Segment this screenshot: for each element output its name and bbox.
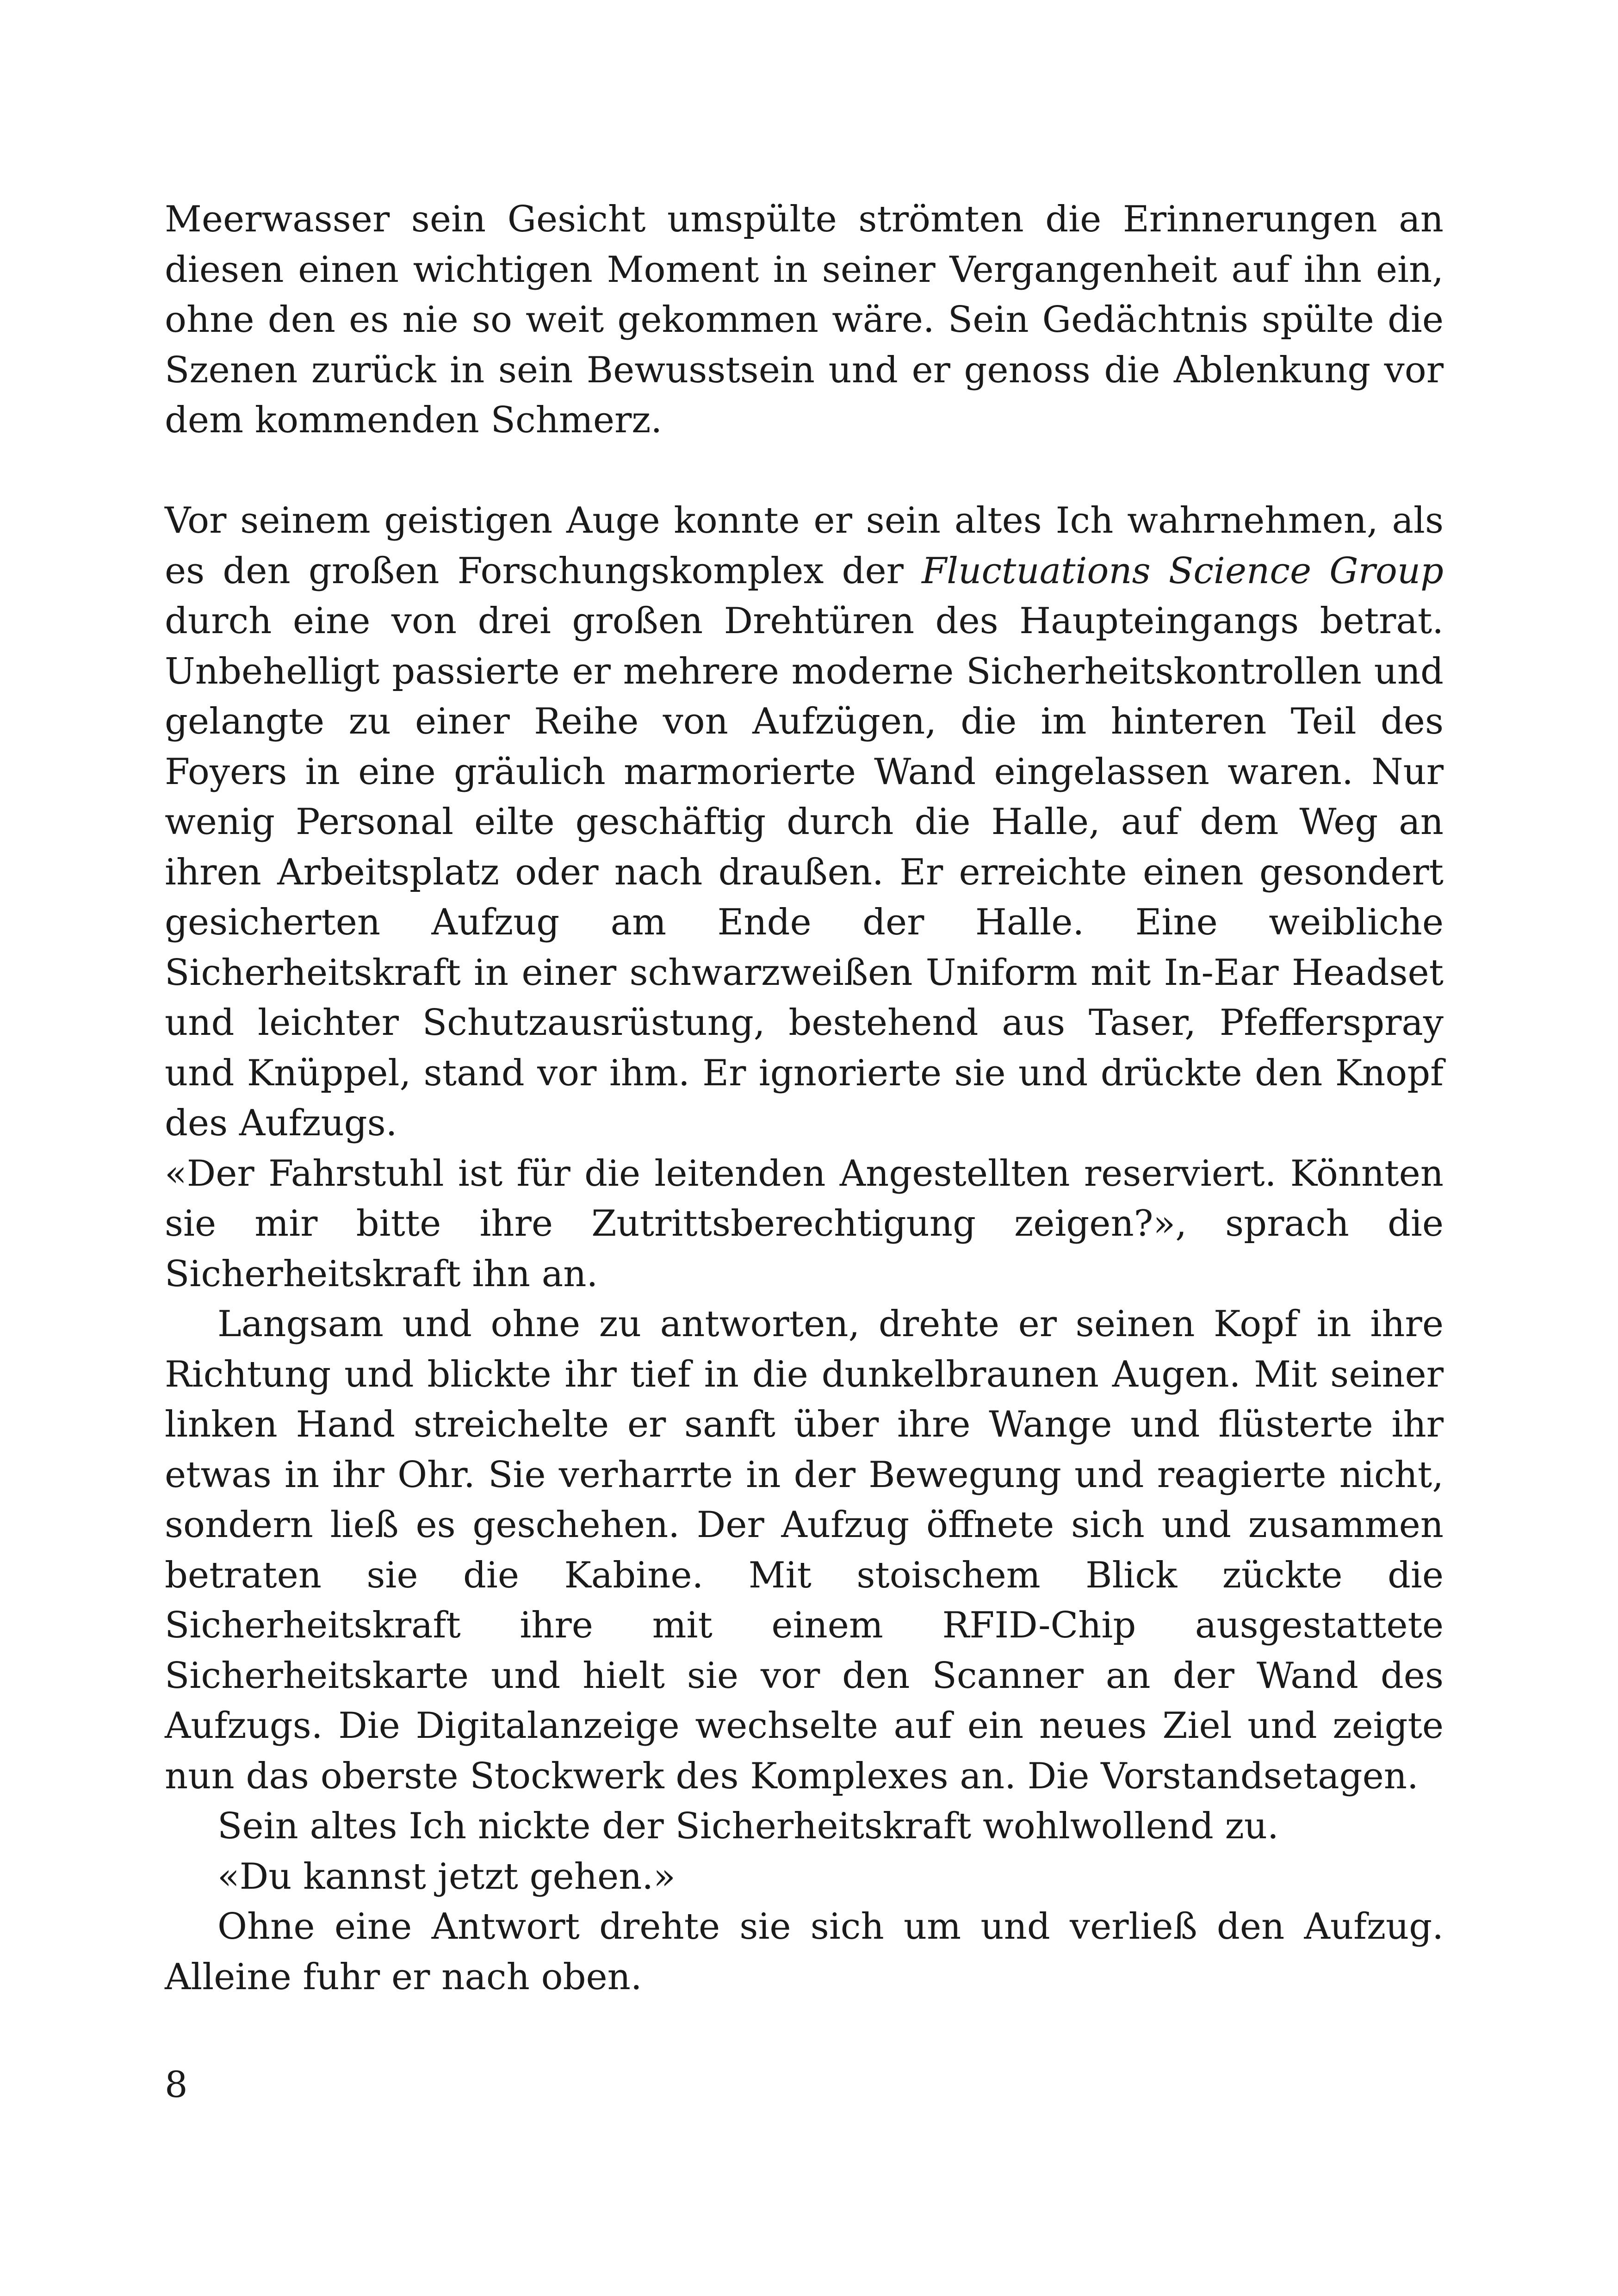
paragraph-5: Sein altes Ich nickte der Sicherheitskraft wohlwollend zu. [217,1805,1279,1847]
paragraph-4: Langsam und ohne zu antworten, drehte er seinen Kopf in ihre Richtung und blickte ihr tief in die dunkelbraunen Augen. Mit seiner linken Hand streichelte er sanft über ihre Wange und flüsterte ihr etwas in ihr Ohr. Sie verharrte in der Bewegung und reagierte nicht, sondern ließ es geschehen. Der Aufzug öffnete sich und zusammen betraten sie die Kabine. Mit stoischem Blick zückte die Sicherheitskraft ihre mit einem RFID-Chip ausgestattete Sicherheitskarte und hielt sie vor den Scanner an der Wand des Aufzugs. Die Digitalanzeige wechselte auf ein neues Ziel und zeigte nun das oberste Stockwerk des Komplexes an. Die Vorstandsetagen. [165,1303,1444,1797]
paragraph-2-part-a: Vor seinem geistigen Auge konnte er sein altes Ich wahrnehmen, als es den großen Forschungskomplex der [165,500,1444,592]
page-number: 8 [165,2064,188,2106]
paragraph-6: «Du kannst jetzt gehen.» [217,1855,676,1898]
paragraph-2 [165,496,1444,1149]
paragraph-spacer [165,446,1444,496]
paragraph-2-part-b: durch eine von drei großen Drehtüren des Haupteingangs betrat. Unbehelligt passierte er mehrere moderne Sicherheitskontrollen und gelangte zu einer Reihe von Aufzügen, die im hinteren Teil des Foyers in eine gräulich marmorierte Wand eingelassen waren. Nur wenig Personal eilte geschäftig durch die Halle, auf dem Weg an ihren Arbeitsplatz oder nach draußen. Er erreichte einen gesondert gesicherten Aufzug am Ende der Halle. Eine weibliche Sicherheitskraft in einer schwarzweißen Uniform mit In-Ear Headset und leichter Schutzausrüstung, bestehend aus Taser, Pfefferspray und Knüppel, stand vor ihm. Er ignorierte sie und drückte den Knopf des Aufzugs. [165,600,1444,1144]
body-text [165,194,1444,2002]
paragraph-3: «Der Fahrstuhl ist für die leitenden Angestellten reserviert. Könnten sie mir bitte ihre Zutrittsberechtigung zeigen?», sprach die Sicherheitskraft ihn an. [165,1152,1444,1295]
paragraph-7: Ohne eine Antwort drehte sie sich um und verließ den Aufzug. Alleine fuhr er nach oben. [165,1906,1444,1998]
company-name-italic: Fluctuations Science Group [922,550,1444,592]
paragraph-1: Meerwasser sein Gesicht umspülte strömten die Erinnerungen an diesen einen wichtigen Moment in seiner Vergangenheit auf ihn ein, ohne den es nie so weit gekommen wäre. Sein Gedächtnis spülte die Szenen zurück in sein Bewusstsein und er genoss die Ablenkung vor dem kommenden Schmerz. [165,199,1444,441]
